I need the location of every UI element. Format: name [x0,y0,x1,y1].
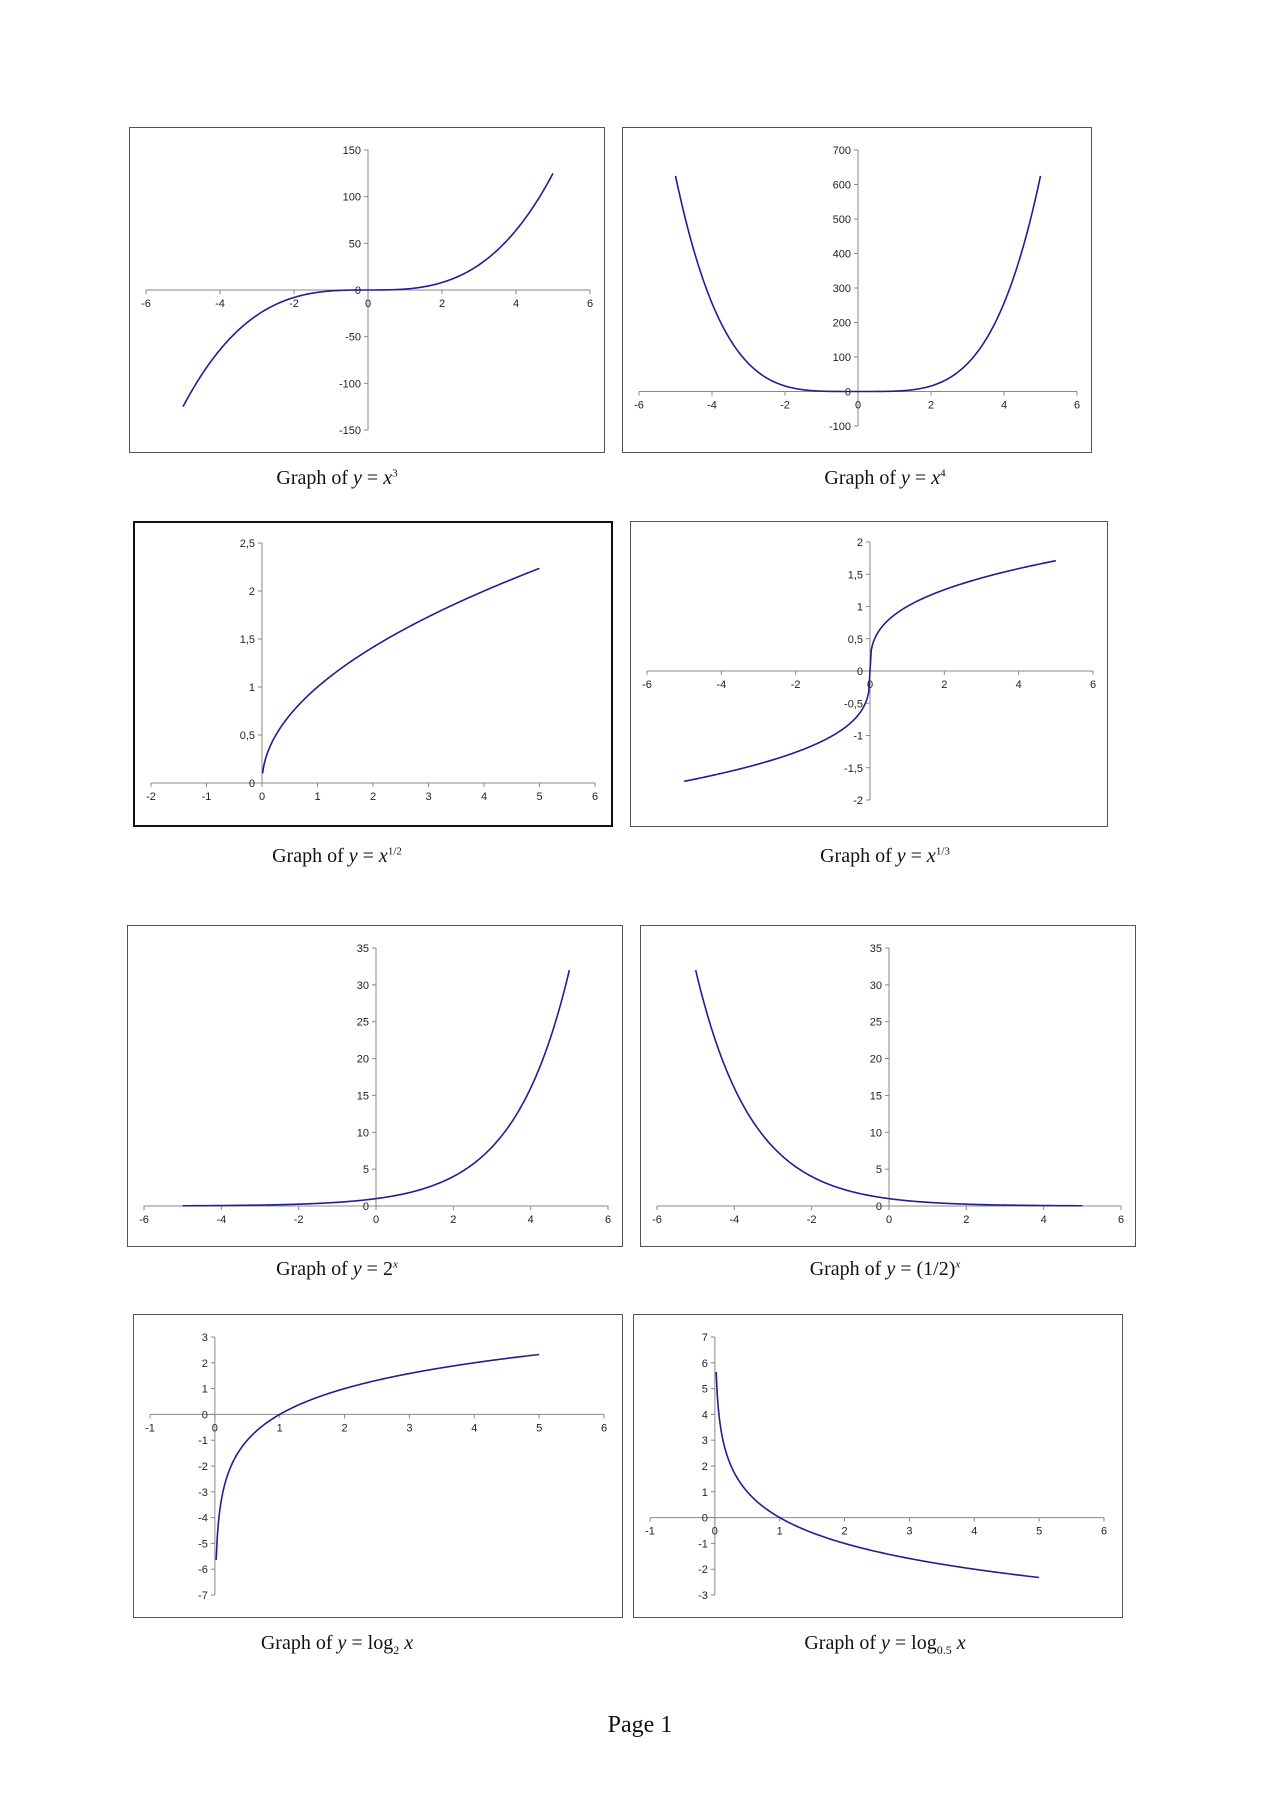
y-tick-label: 1 [248,682,255,694]
y-tick-label: 600 [832,179,851,192]
chart-svg-log-half [634,1315,1122,1617]
chart-caption-half-pow-x: Graph of $y = (1/2)^x$ [809,1258,961,1280]
y-tick-label: 1,5 [239,634,255,646]
x-tick-label: -4 [215,298,225,310]
y-tick-label: 35 [869,943,882,955]
chart-svg-two-pow-x [128,926,622,1246]
y-tick-label: 0 [201,1409,208,1422]
chart-panel-x-fourth [622,127,1092,453]
y-tick-label: 4 [701,1409,708,1422]
y-tick-label: -2 [698,1564,708,1577]
y-tick-label: 1 [701,1486,708,1499]
chart-caption-cbrt: Graph of $y = x^{1/3}$ [820,845,950,867]
y-tick-label: 0,5 [239,730,255,742]
y-tick-label: 1,5 [847,569,863,582]
chart-panel-log2 [133,1314,623,1618]
chart-svg-half-pow-x [641,926,1135,1246]
chart-svg-cbrt [631,522,1107,826]
y-tick-label: -1 [198,1435,208,1448]
y-tick-label: 10 [356,1127,369,1140]
x-tick-label: 3 [906,1525,913,1538]
y-tick-label: 0 [354,285,361,297]
x-tick-label: -2 [293,1214,304,1226]
y-tick-label: -100 [338,378,361,391]
chart-panel-x-cubed [129,127,605,453]
x-tick-label: 5 [536,791,543,803]
y-tick-label: 25 [356,1016,369,1029]
y-tick-label: -2 [853,795,863,807]
chart-caption-two-pow-x: Graph of $y = 2^x$ [276,1258,398,1280]
x-tick-label: 4 [971,1525,978,1538]
series-line-sqrt [263,568,540,773]
y-tick-label: 2 [701,1461,708,1473]
chart-caption-log-half: Graph of $y = \log_{0.5} x$ [804,1632,966,1657]
series-line-log-half [716,1372,1039,1578]
y-tick-label: 20 [869,1053,882,1066]
y-tick-label: 2 [248,586,255,598]
page-number: Page 1 [607,1712,673,1738]
y-tick-label: 2 [201,1357,208,1370]
y-tick-label: 0 [248,778,255,790]
series-line-log2 [216,1354,539,1560]
x-tick-label: 1 [314,791,321,803]
x-tick-label: 2 [438,298,446,310]
x-tick-label: -1 [645,1525,655,1538]
chart-svg-sqrt [135,523,611,825]
x-tick-label: -4 [707,399,717,412]
x-tick-label: 6 [604,1214,612,1226]
y-tick-label: 5 [701,1383,708,1396]
y-tick-label: 300 [832,283,851,295]
x-tick-label: 6 [1089,679,1097,691]
y-tick-label: 0 [856,666,863,678]
y-tick-label: -5 [198,1538,208,1551]
x-tick-label: 4 [480,791,488,803]
x-tick-label: 2 [341,1422,348,1435]
x-tick-label: -4 [716,679,727,691]
y-tick-label: -1,5 [844,762,863,775]
y-tick-label: -0,5 [844,698,863,711]
x-tick-label: 4 [512,298,520,310]
x-tick-label: 6 [600,1422,608,1435]
x-tick-label: -2 [289,298,299,310]
x-tick-label: 6 [1073,399,1081,412]
y-tick-label: 400 [832,248,851,261]
y-tick-label: 20 [356,1053,369,1066]
x-tick-label: -6 [652,1214,662,1226]
chart-svg-x-cubed [130,128,604,452]
y-tick-label: 200 [832,317,851,330]
x-tick-label: 0 [711,1525,718,1538]
y-tick-label: 15 [869,1090,882,1103]
x-tick-label: -4 [216,1214,227,1226]
y-tick-label: -1 [698,1538,708,1551]
chart-panel-log-half [633,1314,1123,1618]
x-tick-label: 4 [527,1214,534,1226]
chart-caption-x-fourth: Graph of $y = x^4$ [824,467,946,489]
chart-caption-log2: Graph of $y = \log_2 x$ [260,1632,414,1657]
y-tick-label: 700 [832,145,851,157]
y-tick-label: 30 [356,979,369,992]
y-tick-label: 25 [869,1016,882,1029]
y-tick-label: 150 [342,145,361,157]
x-tick-label: 4 [1040,1214,1047,1226]
chart-svg-x-fourth [623,128,1091,452]
x-tick-label: 2 [450,1214,457,1226]
y-tick-label: 1 [856,601,863,614]
x-tick-label: 6 [586,298,594,310]
y-tick-label: -50 [345,331,361,344]
x-tick-label: 4 [471,1422,478,1435]
x-tick-label: -6 [141,298,151,310]
x-tick-label: -2 [146,791,156,803]
x-tick-label: -1 [145,1422,155,1435]
y-tick-label: 7 [701,1332,708,1344]
x-tick-label: 0 [372,1214,380,1226]
x-tick-label: 2 [841,1525,848,1538]
y-tick-label: 50 [348,238,361,251]
y-tick-label: 0 [844,386,851,399]
y-tick-label: 500 [832,214,851,226]
y-tick-label: 100 [342,191,361,204]
y-tick-label: -100 [828,421,851,433]
y-tick-label: -6 [198,1564,208,1577]
y-tick-label: 0 [875,1201,882,1213]
x-tick-label: 3 [406,1422,413,1435]
x-tick-label: 2 [941,679,948,691]
x-tick-label: -1 [201,791,212,803]
x-tick-label: 4 [1015,679,1022,691]
x-tick-label: 2 [927,399,935,412]
x-tick-label: -2 [790,679,801,691]
y-tick-label: 1 [201,1383,208,1396]
chart-panel-two-pow-x [127,925,623,1247]
y-tick-label: 10 [869,1127,882,1140]
y-tick-label: 5 [875,1164,882,1177]
y-tick-label: 30 [869,979,882,992]
x-tick-label: 1 [276,1422,283,1435]
y-tick-label: 15 [356,1090,369,1103]
x-tick-label: 0 [866,679,874,691]
chart-svg-log2 [134,1315,622,1617]
chart-caption-x-cubed: Graph of $y = x^3$ [276,467,398,489]
x-tick-label: 5 [536,1422,543,1435]
x-tick-label: 0 [885,1214,893,1226]
x-tick-label: 0 [211,1422,218,1435]
x-tick-label: 6 [591,791,599,803]
x-tick-label: -6 [139,1214,149,1226]
y-tick-label: 2 [856,537,863,549]
x-tick-label: -2 [806,1214,817,1226]
x-tick-label: 5 [1036,1525,1043,1538]
y-tick-label: -1 [853,730,863,743]
y-tick-label: 5 [362,1164,369,1177]
y-tick-label: 2,5 [239,538,255,550]
x-tick-label: 6 [1117,1214,1125,1226]
y-tick-label: -7 [198,1590,208,1602]
chart-panel-sqrt [133,521,613,827]
y-tick-label: -150 [338,425,361,437]
y-tick-label: -3 [698,1590,708,1602]
y-tick-label: 0,5 [847,633,863,646]
x-tick-label: 4 [1000,399,1008,412]
y-tick-label: 35 [356,943,369,955]
x-tick-label: -4 [729,1214,740,1226]
chart-panel-cbrt [630,521,1108,827]
y-tick-label: -3 [198,1486,208,1499]
y-tick-label: 3 [201,1332,208,1344]
x-tick-label: 1 [776,1525,783,1538]
chart-caption-sqrt: Graph of $y = x^{1/2}$ [272,845,402,867]
y-tick-label: -2 [198,1461,208,1473]
y-tick-label: 6 [701,1357,708,1370]
y-tick-label: 0 [701,1512,708,1525]
x-tick-label: -6 [634,399,644,412]
x-tick-label: 0 [258,791,266,803]
y-tick-label: 0 [362,1201,369,1213]
x-tick-label: 6 [1100,1525,1108,1538]
x-tick-label: -6 [642,679,652,691]
x-tick-label: -2 [780,399,790,412]
x-tick-label: 2 [963,1214,970,1226]
chart-panel-half-pow-x [640,925,1136,1247]
x-tick-label: 0 [364,298,372,310]
y-tick-label: 100 [832,352,851,364]
x-tick-label: 2 [369,791,377,803]
y-tick-label: -4 [198,1512,208,1525]
x-tick-label: 0 [854,399,862,412]
x-tick-label: 3 [425,791,432,803]
y-tick-label: 3 [701,1435,708,1448]
